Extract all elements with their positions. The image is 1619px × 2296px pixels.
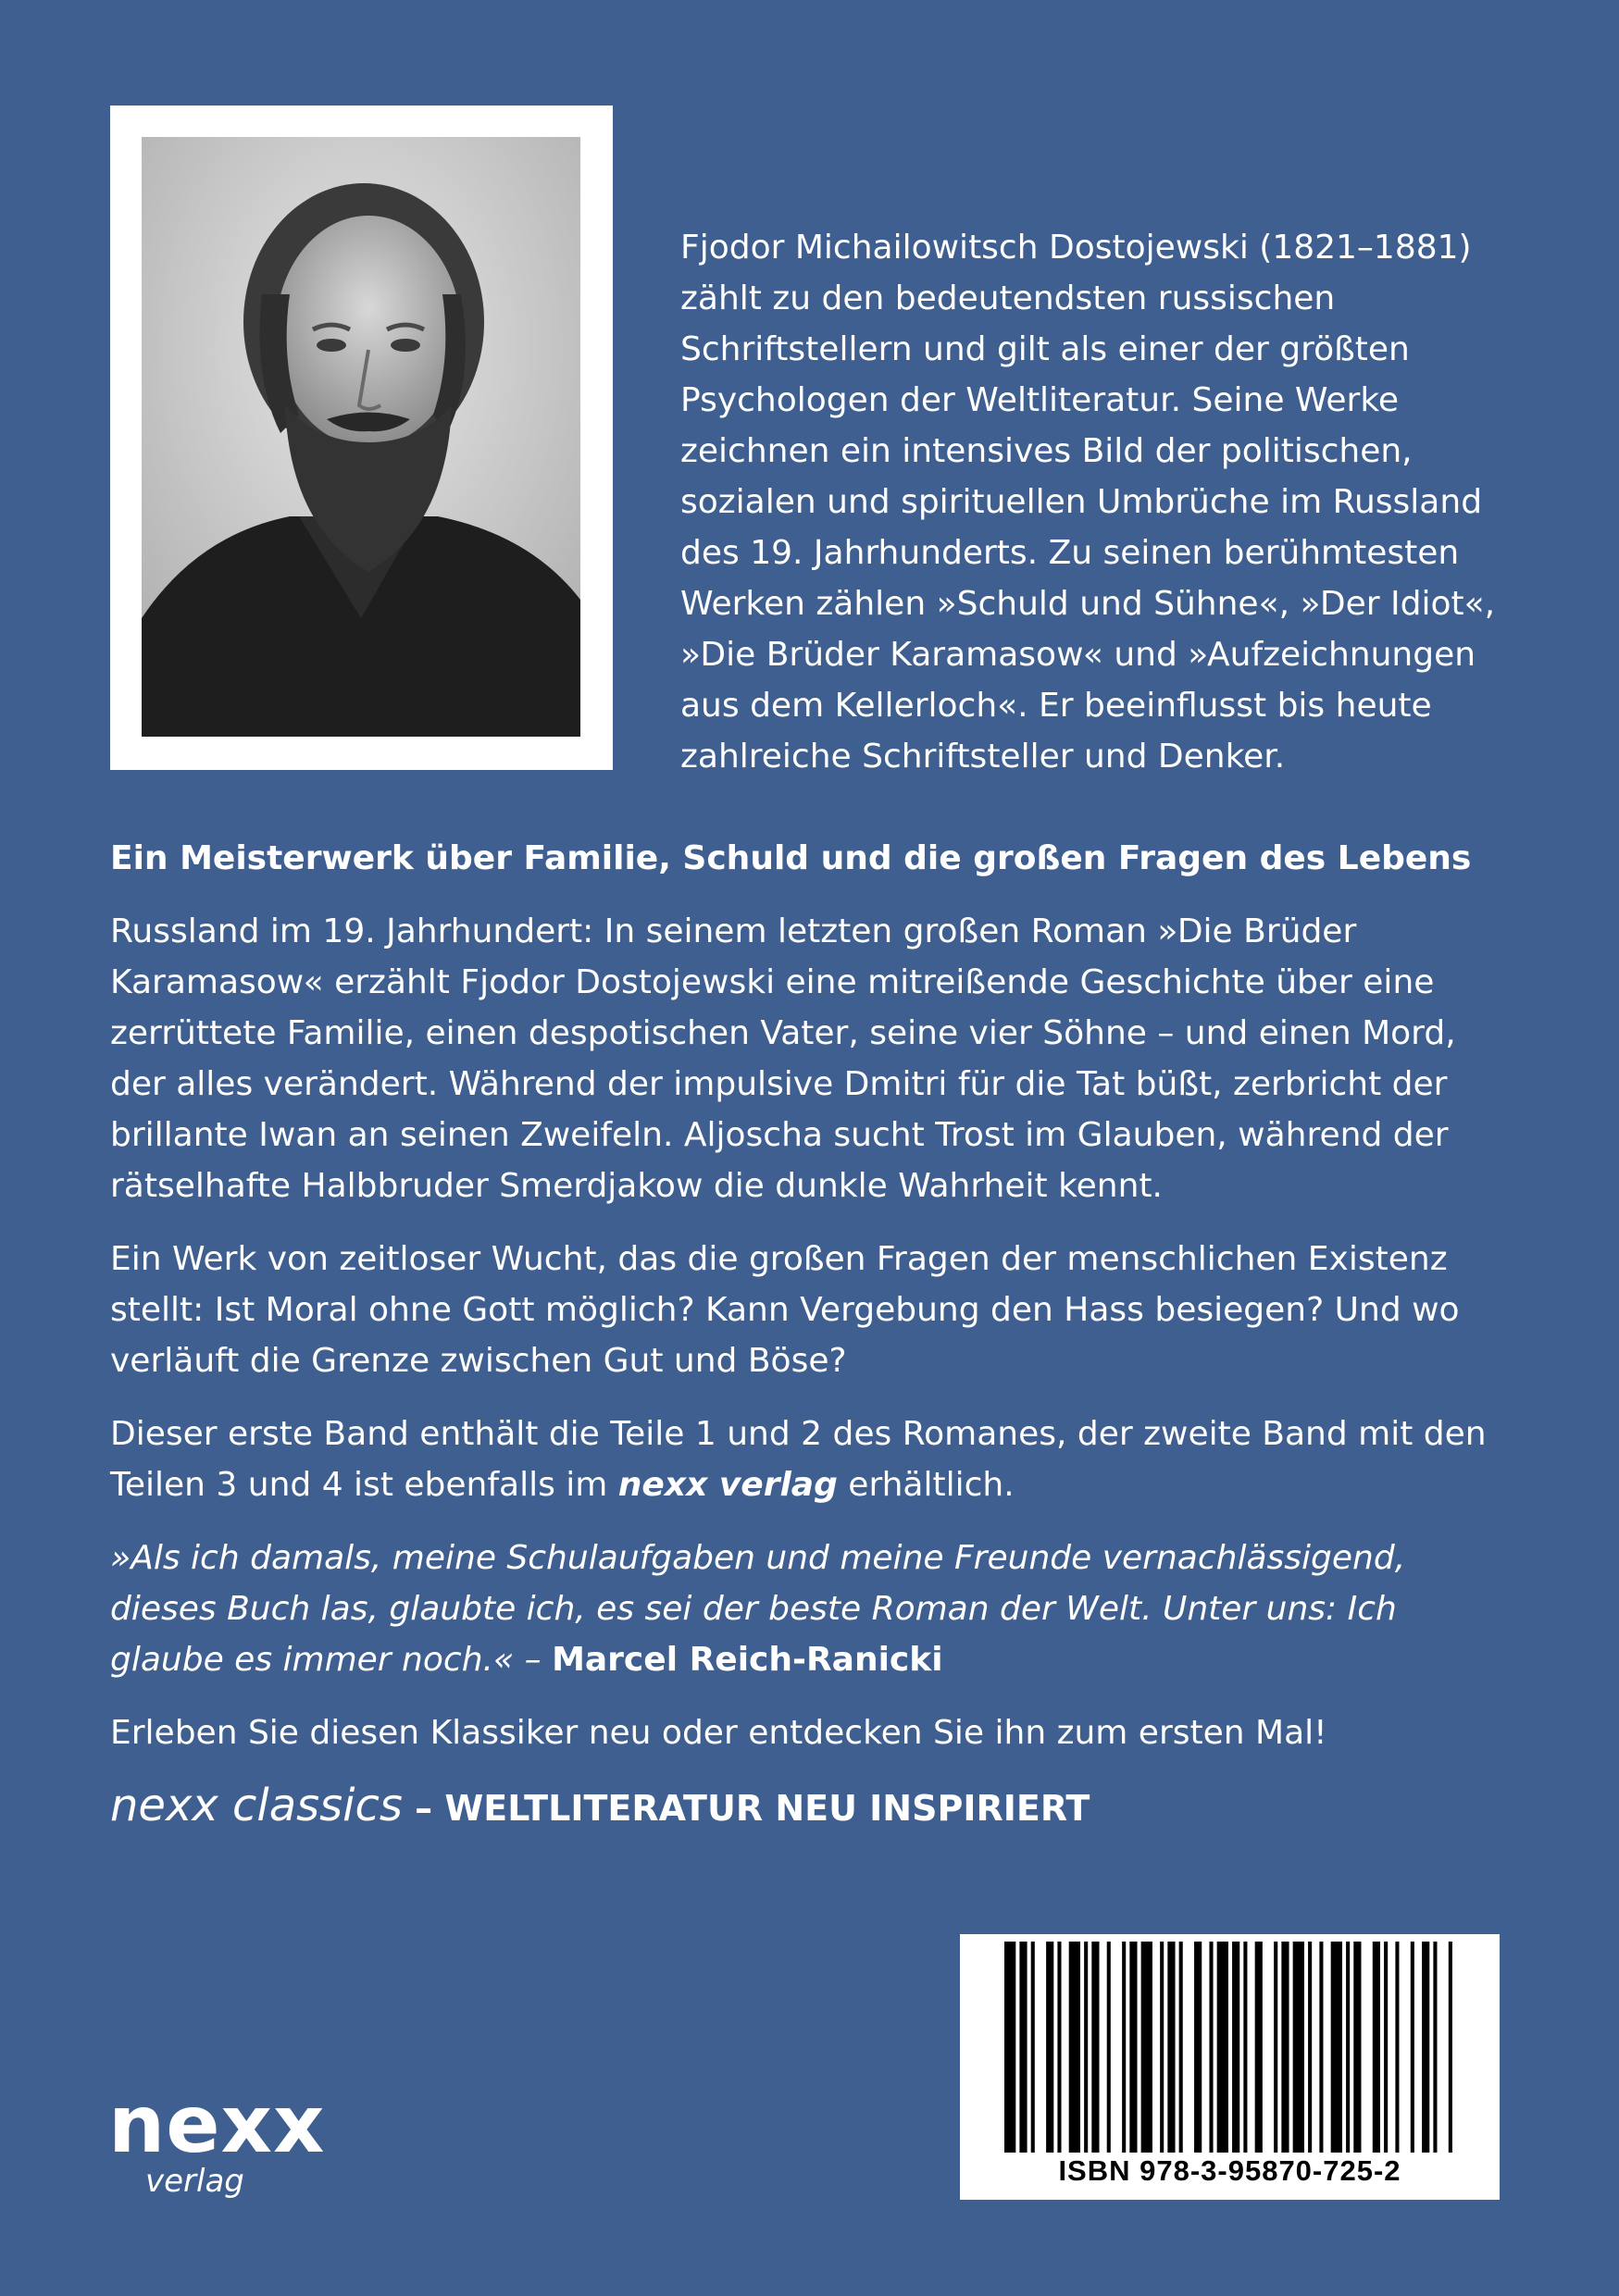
author-portrait-image (142, 137, 580, 737)
barcode-bar (1107, 1942, 1111, 2153)
barcode-bar (1373, 1942, 1380, 2153)
barcode-bars-icon (1004, 1942, 1456, 2153)
paragraph-summary: Russland im 19. Jahrhundert: In seinem letzten großen Roman »Die Brüder Karamasow« erzählt Fjodor Dostojewski eine mitreißende Geschichte über eine zerrüttete Familie, einen despotischen Vater, seine vier Söhne – und einen Mord, der alles verändert. Während der impulsive Dmitri für die Tat büßt, zerbricht der brillante Iwan an seinen Zweifeln. Aljoscha sucht Trost im Glauben, während der rätselhafte Halbbruder Smerdjakow die dunkle Wahrheit kennt. (110, 912, 1456, 1205)
barcode-bar (1346, 1942, 1350, 2153)
logo-wordmark: nexx (108, 2079, 326, 2171)
volume-info-text: Dieser erste Band enthält die Teile 1 und 2 des Romanes, der zweite Band mit den Teilen 3 und 4 ist ebenfalls im (110, 1415, 1487, 1504)
series-name: nexx classics (110, 1780, 403, 1831)
barcode (960, 1934, 1500, 2200)
barcode-bar (1255, 1942, 1263, 2153)
barcode-bar (1004, 1942, 1015, 2153)
barcode-bar (1091, 1942, 1099, 2153)
barcode-bar (1019, 1942, 1027, 2153)
barcode-bar (1353, 1942, 1361, 2153)
publisher-name-inline: nexx verlag (617, 1466, 838, 1504)
barcode-bar (1395, 1942, 1399, 2153)
barcode-bar (1449, 1942, 1452, 2153)
barcode-bar (1308, 1942, 1312, 2153)
volume-info-text-end: erhältlich. (837, 1466, 1015, 1504)
barcode-bar (1384, 1942, 1388, 2153)
barcode-bar (1217, 1942, 1228, 2153)
barcode-bar (1209, 1942, 1213, 2153)
barcode-bar (1057, 1942, 1061, 2153)
author-bio: Fjodor Michailowitsch Dostojewski (1821–1881) zählt zu den bedeutendsten russischen Schriftstellern und gilt als einer der größten Psychologen der Weltliteratur. Seine Werke zeichnen ein intensives Bild der politischen, sozialen und spirituellen Umbrüche im Russland des 19. Jahrhunderts. Zu seinen berühmtesten Werken zählen »Schuld und Sühne«, »Der Idiot«, »Die Brüder Karamasow« und »Aufzeichnungen aus dem Kellerloch«. Er beeinflusst bis heute zahlreiche Schriftsteller und Denker. (680, 229, 1496, 776)
barcode-bar (1069, 1942, 1080, 2153)
paragraph-themes: Ein Werk von zeitloser Wucht, das die großen Fragen der menschlichen Existenz stellt: Ist Moral ohne Gott möglich? Kann Vergebung den Hass besiegen? Und wo verläuft die Grenze zwischen Gut und Böse? (110, 1240, 1460, 1380)
quote-author: Marcel Reich-Ranicki (552, 1641, 943, 1679)
barcode-bar (1160, 1942, 1164, 2153)
quote-text: »Als ich damals, meine Schulaufgaben und meine Freunde vernachlässigend, dieses Buch las, glaubte ich, es sei der beste Roman der Welt. Unter uns: Ich glaube es immer noch.« (110, 1539, 1406, 1679)
paragraph-volume-info (110, 1409, 1517, 1510)
author-portrait (142, 137, 580, 737)
barcode-bar (1129, 1942, 1137, 2153)
barcode-bar (1281, 1942, 1289, 2153)
barcode-bar (1293, 1942, 1304, 2153)
barcode-bar (1331, 1942, 1342, 2153)
barcode-bar (1319, 1942, 1323, 2153)
section-heading: Ein Meisterwerk über Familie, Schuld und die großen Fragen des Lebens (110, 839, 1472, 877)
series-tagline (110, 1781, 1517, 1835)
barcode-bar (1232, 1942, 1239, 2153)
barcode-bar (1433, 1942, 1437, 2153)
barcode-bar (1141, 1942, 1152, 2153)
description (110, 833, 1517, 1835)
barcode-bar (1243, 1942, 1247, 2153)
barcode-bar (1122, 1942, 1126, 2153)
review-quote (110, 1533, 1517, 1685)
quote-dash: – (514, 1641, 553, 1679)
barcode-bar (1194, 1942, 1202, 2153)
portrait-frame (110, 105, 613, 770)
paragraph-invitation: Erleben Sie diesen Klassiker neu oder entdecken Sie ihn zum ersten Mal! (110, 1714, 1327, 1752)
barcode-bar (1411, 1942, 1414, 2153)
barcode-bar (1422, 1942, 1429, 2153)
barcode-bar (1179, 1942, 1183, 2153)
barcode-bar (1046, 1942, 1053, 2153)
logo-subtitle: verlag (145, 2163, 244, 2200)
barcode-bar (1031, 1942, 1035, 2153)
barcode-bar (1167, 1942, 1175, 2153)
publisher-logo (108, 2079, 330, 2215)
barcode-bar (1274, 1942, 1277, 2153)
series-slogan: – WELTLITERATUR NEU INSPIRIERT (402, 1788, 1090, 1829)
isbn-number: ISBN 978-3-95870-725-2 (1058, 2154, 1401, 2187)
barcode-bar (1084, 1942, 1088, 2153)
